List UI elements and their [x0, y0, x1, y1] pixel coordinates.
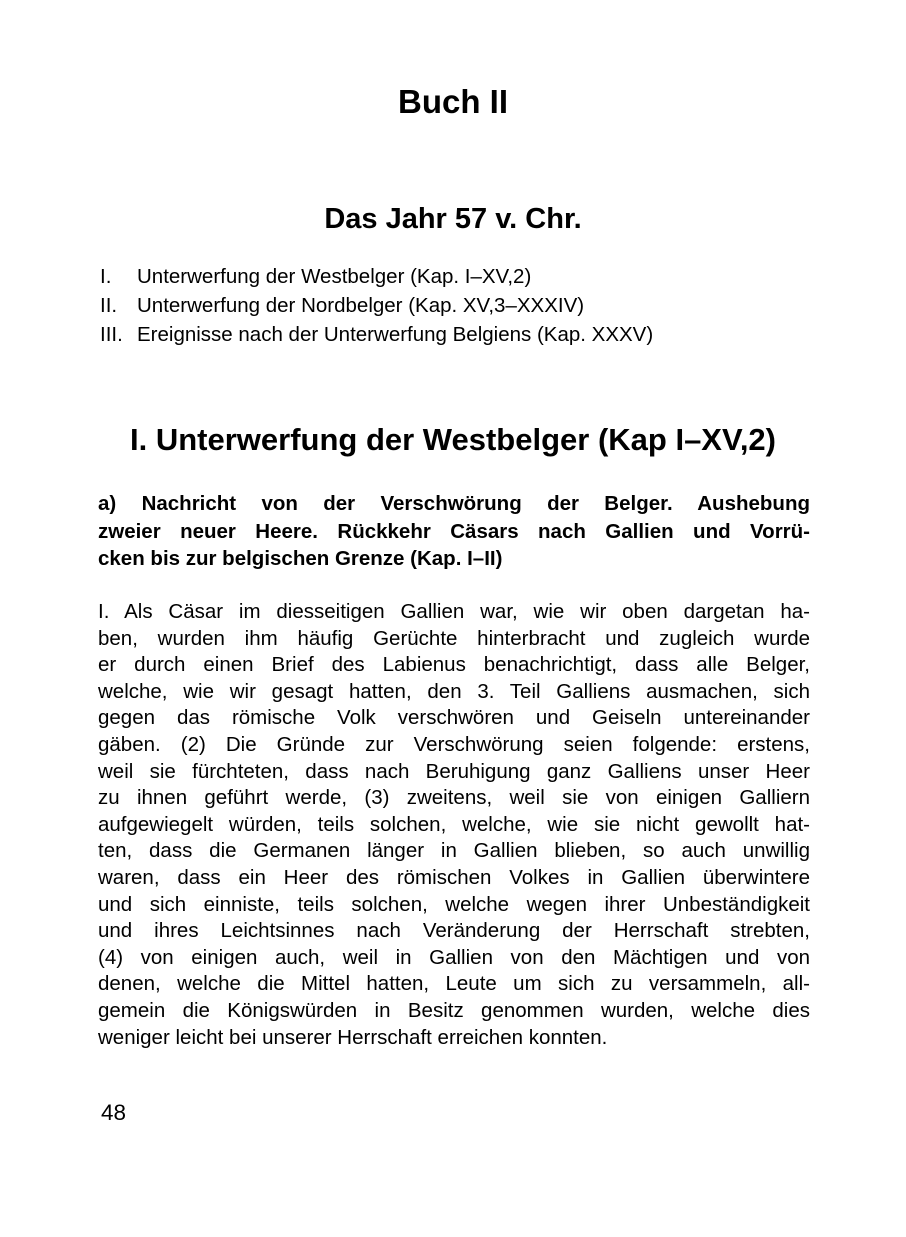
- body-line: ten, dass die Germanen länger in Gallien blieben, so auch unwillig: [98, 839, 810, 863]
- body-line: gemein die Königswürden in Besitz genommen wurden, welche dies: [98, 998, 810, 1022]
- toc-item: [100, 291, 814, 320]
- book-title: Buch II: [397, 83, 508, 120]
- section-heading: I. Unterwerfung der Westbelger (Kap I–XV,2): [130, 422, 776, 457]
- body-line: gegen das römische Volk verschwören und Geiseln untereinander: [98, 706, 810, 730]
- body-paragraph: [98, 599, 810, 1051]
- body-line: er durch einen Brief des Labienus benachrichtigt, dass alle Belger,: [98, 653, 810, 677]
- toc-item-numeral: I.: [100, 265, 112, 288]
- body-line: I. Als Cäsar im diesseitigen Gallien war, wie wir oben dargetan ha-: [98, 600, 810, 623]
- toc-item-label: Unterwerfung der Westbelger (Kap. I–XV,2): [137, 265, 532, 288]
- body-line: und sich einniste, teils solchen, welche wegen ihrer Unbeständigkeit: [98, 892, 810, 916]
- body-line: ben, wurden ihm häufig Gerüchte hinterbracht und zugleich wurde: [98, 626, 810, 650]
- toc-item-numeral: II.: [100, 294, 118, 317]
- toc-item: [100, 320, 814, 349]
- subsection-heading-line: zweier neuer Heere. Rückkehr Cäsars nach Gallien und Vorrü-: [98, 519, 810, 543]
- toc-item: [100, 262, 814, 291]
- page-number: 48: [101, 1100, 127, 1125]
- body-line: weniger leicht bei unserer Herrschaft erreichen konnten.: [98, 1025, 608, 1049]
- body-line: waren, dass ein Heer des römischen Volkes in Gallien überwintere: [98, 865, 810, 889]
- table-of-contents: [100, 262, 814, 349]
- toc-item-numeral: III.: [100, 323, 123, 346]
- subsection-heading-line: cken bis zur belgischen Grenze (Kap. I–II): [98, 547, 503, 570]
- body-line: weil sie fürchteten, dass nach Beruhigung ganz Galliens unser Heer: [98, 759, 810, 783]
- body-line: gäben. (2) Die Gründe zur Verschwörung seien folgende: erstens,: [98, 732, 810, 756]
- toc-item-label: Ereignisse nach der Unterwerfung Belgiens (Kap. XXXV): [137, 323, 654, 346]
- body-line: aufgewiegelt würden, teils solchen, welche, wie sie nicht gewollt hat-: [98, 812, 810, 836]
- body-line: denen, welche die Mittel hatten, Leute um sich zu versammeln, all-: [98, 972, 810, 996]
- toc-item-label: Unterwerfung der Nordbelger (Kap. XV,3–XXXIV): [137, 294, 585, 317]
- subsection-heading: [98, 490, 810, 573]
- body-line: (4) von einigen auch, weil in Gallien von den Mächtigen und von: [98, 945, 810, 969]
- chapter-title: Das Jahr 57 v. Chr.: [324, 203, 582, 235]
- body-line: welche, wie wir gesagt hatten, den 3. Teil Galliens ausmachen, sich: [98, 679, 810, 703]
- body-line: und ihres Leichtsinnes nach Veränderung der Herrschaft strebten,: [98, 919, 810, 943]
- body-line: zu ihnen geführt werde, (3) zweitens, weil sie von einigen Galliern: [98, 786, 810, 810]
- subsection-heading-line: a) Nachricht von der Verschwörung der Belger. Aushebung: [98, 492, 810, 515]
